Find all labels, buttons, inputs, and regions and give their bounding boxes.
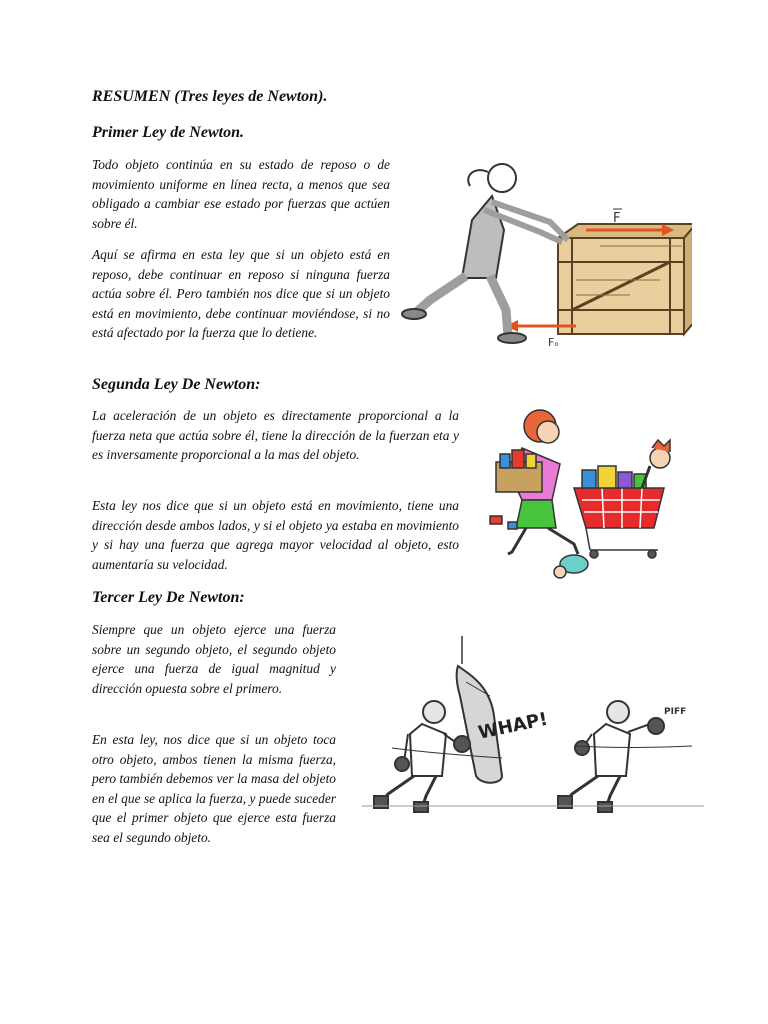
man-illustration	[642, 440, 670, 488]
woman-illustration	[490, 410, 578, 554]
crate-illustration	[558, 224, 692, 334]
friction-label: Fₒ	[548, 336, 559, 349]
first-law-paragraph-1: Todo objeto continúa en su estado de reposo o de movimiento uniforme en línea recta, a menos que sea obligado a cambiar ese estado por fuerzas que actúen sobre él.	[92, 157, 390, 231]
boxer-right-illustration	[558, 701, 692, 812]
figure-person-pushing-crate	[400, 160, 692, 350]
reaction-text: PIFF	[664, 707, 687, 717]
force-label: F	[613, 211, 621, 226]
figure-boxers-punching-bag	[362, 636, 704, 826]
document-title: RESUMEN (Tres leyes de Newton).	[92, 88, 328, 105]
second-law-paragraph-2: Esta ley nos dice que si un objeto está en movimiento, tiene una dirección desde ambos lados, y si el objeto ya estaba en movimiento y si hay una fuerza que agrega mayor velocidad al objeto, esto aumentaría su velocidad.	[92, 498, 459, 572]
second-law-paragraph-1: La aceleración de un objeto es directamente proporcional a la fuerza neta que actúa sobre él, tiene la dirección de la fuerzan eta y es inversamente proporcional a la mas del objeto.	[92, 408, 459, 463]
section-heading-first-law: Primer Ley de Newton.	[92, 124, 244, 141]
section-heading-third-law: Tercer Ley De Newton:	[92, 589, 245, 606]
third-law-paragraph-2: En esta ley, nos dice que si un objeto toca otro objeto, ambos tienen la misma fuerza, pero también debemos ver la masa del objeto en el que se aplica la fuerza, y puede suceder que el primer objeto que ejerce esta fuerza sea el segundo objeto.	[92, 732, 336, 845]
first-law-paragraph-2: Aquí se afirma en esta ley que si un objeto está en reposo, debe continuar en reposo si ninguna fuerza actúa sobre él. Pero también nos dice que si un objeto está en movimiento, debe continuar moviéndose, si no está afectado por la fuerza que lo detiene.	[92, 247, 390, 341]
person-illustration	[402, 164, 568, 343]
section-heading-second-law: Segunda Ley De Newton:	[92, 376, 261, 393]
impact-text: WHAP!	[476, 708, 550, 744]
punching-bag-illustration	[457, 636, 502, 783]
shopping-cart-illustration	[574, 466, 664, 558]
third-law-paragraph-1: Siempre que un objeto ejerce una fuerza sobre un segundo objeto, el segundo objeto ejerce una fuerza de igual magnitud y dirección opuesta sobre el primero.	[92, 622, 336, 696]
figure-shopping-cart	[482, 404, 678, 584]
child-illustration	[554, 555, 588, 578]
